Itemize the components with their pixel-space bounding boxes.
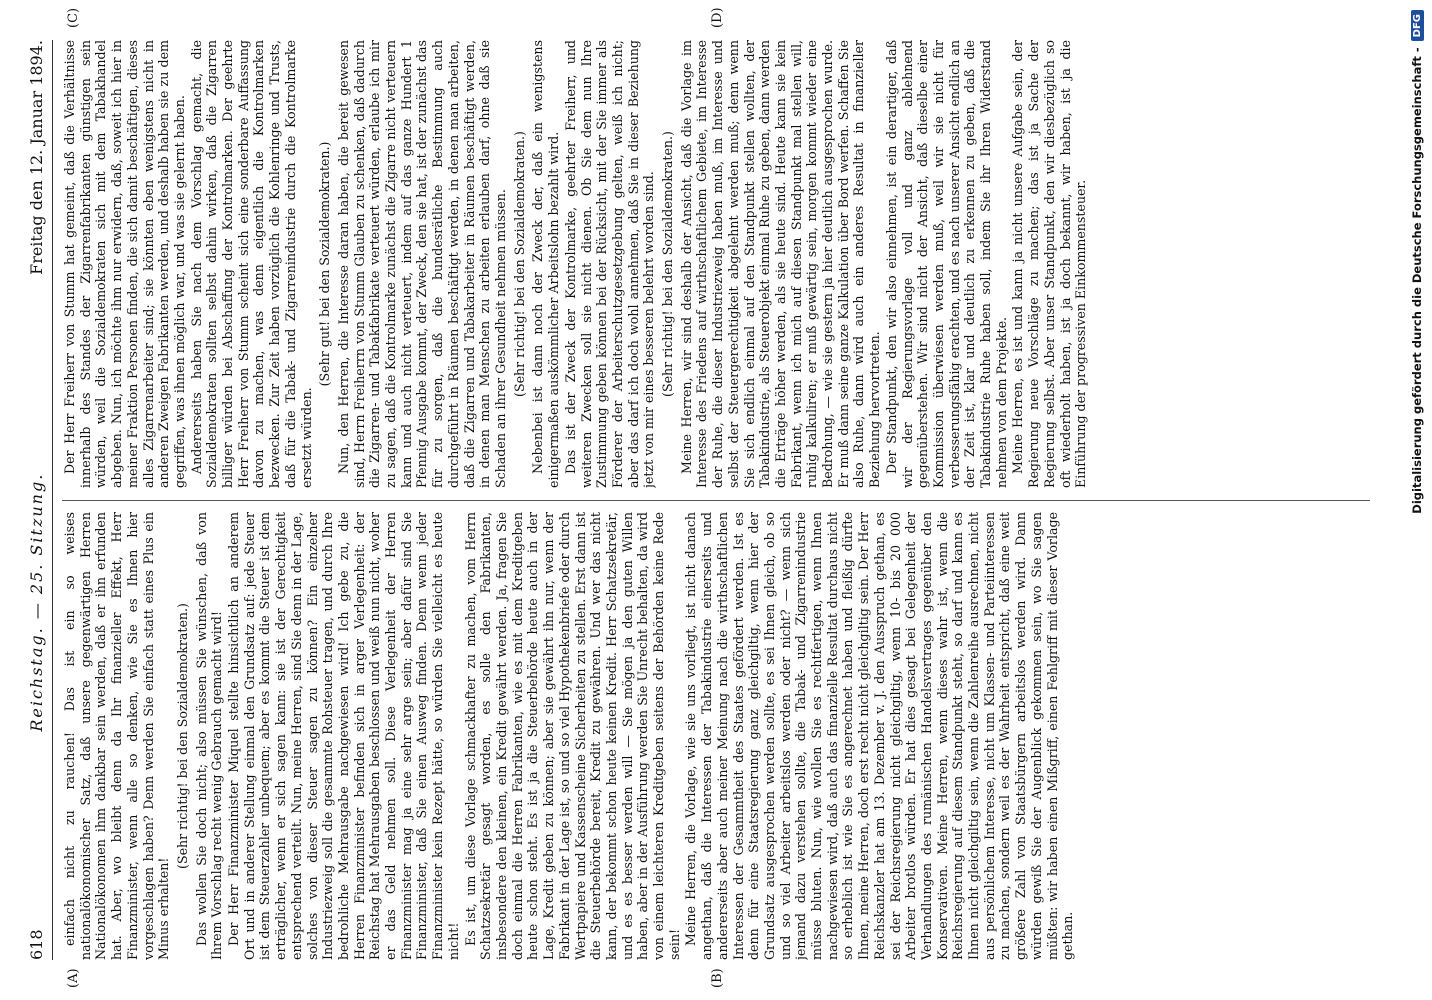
session-date: Freitag den 12. Januar 1894.	[26, 40, 46, 275]
interjection: (Sehr gut! bei den Sozialdemokraten.)	[317, 141, 333, 387]
margin-marker-c: (C)	[66, 7, 81, 28]
margin-marker-d: (D)	[710, 7, 725, 28]
paragraph: einfach nicht zu rauchen! Das ist ein so weises nationalökonomischer Satz, daß unsere gegenwärtigen Herren Nationalökonomen ihm dankbar sein werden, daß er ihn erfunden hat. Aber, wo bleibt denn da Ihr finanzieller Effekt, Herr Finanzminister, wenn alle so denken, wie Sie es Ihnen hier vorgeschlagen haben? Denn werden Sie einfach statt eines Plus ein Minus erhalten!	[62, 512, 172, 960]
session-title: Reichstag. — 25. Sitzung.	[26, 472, 46, 732]
paragraph: Der Herr Finanzminister Miquel stellte hinsichtlich an anderem Ort und in anderer Stellung einmal den Grundsatz auf: jede Steuer ist dem Steuerzahler unbequem; aber es kommt die Steuer ist dem erträglicher, wenn er sich sagen kann: sie ist der Gerechtigkeit entsprechend verteilt. Nun, meine Herren, sind Sie denn in der Lage, solches von dieser Steuer sagen zu können? Ein einzelner Industriezweig soll die gesammte Rohsteuer tragen, und durch Ihre bedrohliche Mehrausgabe nachgewiesen wird! Ich gebe zu, die Herren Finanzminister befinden sich in arger Verlegenheit: der Reichstag hat Mehrausgaben beschlossen und weiß nun nicht, woher er das Geld nehmen soll. Diese Verlegenheit der Herren Finanzminister mag ja eine sehr arge sein; aber dafür sind Sie Finanzminister, daß Sie einen Ausweg finden. Denn wenn jeder Finanzminister kein Rezept hätte, so würden Sie vielleicht es heute nicht!	[226, 512, 461, 960]
page-header	[20, 40, 53, 960]
paragraph: Das ist der Zweck der Kontrolmarke, geehrter Freiherr, und weiteren Zwecken soll sie nicht dienen. Ob Sie dem nun Ihre Zustimmung geben können bei der Rücksicht, mit der Sie immer als Förderer der Arbeiterschutzgesetzgebung gelten, weiß ich nicht; aber das darf ich doch wohl annehmen, daß Sie in dieser Beziehung jetzt von mir eines besseren belehrt worden sind.	[562, 40, 657, 488]
paragraph: Meine Herren, es ist und kann ja nicht unsere Aufgabe sein, der Regierung neue Vorschläge zu machen; das ist ja Sache der Regierung selbst. Aber unser Standpunkt, den wir diesbezüglich so oft wiederholt haben, ist ja doch bekannt, wir haben, ist ja die Einführung der progressiven Einkommensteuer.	[1010, 40, 1089, 488]
margin-marker-b: (B)	[710, 968, 725, 988]
paragraph: Meine Herren, die Vorlage, wie sie uns vorliegt, ist nicht danach angethan, daß die Interessen der Tabakindustrie einerseits und andererseits aber auch meiner Meinung nach die wirthschaftlichen Interessen der Gesammtheit des Staates gefördert werden. Ist es denn für eine Staatsregierung ganz gleichgiltig, wenn hier der Grundsatz ausgesprochen werden sollte, es sei Ihnen gleich, ob so und so viel Arbeiter arbeitslos werden oder nicht? — wenn sich jemand dazu verstehen sollte, die Tabak- und Zigarrenindustrie müsse bluten. Nun, wie wollen Sie es rechtfertigen, wenn Ihnen nachgewiesen wird, daß auch das finanzielle Resultat durchaus nicht so erheblich ist wie Sie es angerechnet haben und fleißig dürfte Ihnen, meine Herren, doch erst recht nicht gleichgiltig sein. Der Herr Reichskanzler hat am 13. Dezember v. J. den Ausspruch gethan, es sei der Reichsregierung nicht gleichgiltig, wenn 10- bis 20 000 Arbeiter brotlos würden. Er hat dies gesagt bei Gelegenheit der Verhandlungen des rumänischen Handelsvertrages gegenüber den Konservativen. Meine Herren, wenn dieses wahr ist, wenn die Reichsregierung auf diesem Standpunkt steht, so darf und kann es Ihnen nicht gleichgiltig sein, wenn die Zahlenreihe ausrechnen, nicht aus persönlichem Interesse, nicht um Klassen- und Parteiinteressen zu machen, sondern weil es der Wahrheit entspricht, daß eine weit größere Zahl von Staatsbürgern arbeitslos werden wird. Dann würden gewiß Sie der Augenblick gekommen sein, wo Sie sagen müßten: wir haben einen Mißgriff, einen Fehlgriff mit dieser Vorlage gethan.	[683, 512, 1076, 960]
dfg-logo: DFG	[1411, 10, 1424, 41]
column-divider	[62, 500, 1370, 501]
paragraph: Der Herr Freiherr von Stumm hat gemeint, daß die Verhältnisse innerhalb des Standes der Zigarrenfabrikanten günstigen sein würden, weil die Sozialdemokraten sich mit dem Tabakhandel abgeben. Nun, ich möchte ihm nur erwidern, daß, soweit ich hier in meiner Fraktion Personen finden, die sich damit beschäftigen, dieses alles Zigarrenarbeiter sind; sie könnten eben wenigstens nicht in anderen Zweigen Fabrikanten werden, und deshalb haben sie zu dem gegriffen, was ihnen möglich war, und was sie gelernt haben.	[62, 40, 187, 488]
right-text-column	[62, 40, 1370, 488]
digitization-note-text: Digitalisierung gefördert durch die Deutsche Forschungsgemeinschaft -	[1410, 47, 1424, 514]
paragraph: Der Standpunkt, den wir also einnehmen, ist ein derartiger, daß wir der Regierungsvorlage voll und ganz ablehnend gegenüberstehen. Wir sind nicht der Ansicht, daß dieselbe einer Kommission überwiesen werden muß, weil wir sie nicht für verbesserungsfähig erachten, und es nach unserer Ansicht endlich an der Zeit ist, klar und deutlich zu erkennen zu geben, daß die Tabakindustrie Ruhe haben soll, indem Sie ihr Ihren Widerstand nehmen von dem Projekte.	[883, 40, 1009, 488]
paragraph: Es ist, um diese Vorlage schmackhafter zu machen, vom Herrn Schatzsekretär gesagt worden, es solle den Fabrikanten, insbesondere den kleinen, ein Kredit gewährt werden. Ja, fragen Sie doch einmal die Herren Fabrikanten, wie es mit dem Kreditgeben heute schon steht. Es ist ja die Steuerbehörde heute auch in der Lage, Kredit geben zu können; aber sie gewährt ihn nur, wenn der Fabrikant in der Lage ist, so und so viel Hypothekenbriefe oder durch Wertpapiere und Kassenscheine Sicherheiten zu stellen. Erst dann ist die Steuerbehörde bereit, Kredit zu gewähren. Und wer das nicht kann, der bekommt schon heute keinen Kredit. Herr Schatzsekretär, und es es besser werden will — Sie mögen ja den guten Willen haben, aber in der Ausführung werden Sie Unrecht behalten, da wird von einem leichteren Kreditgeben seitens der Behörden keine Rede sein!	[462, 512, 682, 960]
paragraph: Meine Herren, wir sind deshalb der Ansicht, daß die Vorlage im Interesse des Friedens auf wirthschaftlichem Gebiete, im Interesse der Ruhe, die dieser Industriezweig haben muß, im Interesse und selbst der Steuergerechtigkeit abgelehnt werden muß; denn wenn Sie sich endlich einmal auf den Standpunkt stellen wollten, der Tabakindustrie, als Steuerobjekt einmal Ruhe zu geben, dann werden die Erträge höher werden, als sie heute sind. Heute kann sie kein Fabrikant, wenn ich mich auf diesen Standpunkt mal stellen will, ruhig kalkuliren; er muß gewärtig sein, morgen kommt wieder eine Bedrohung, — wie sie gestern ja hier deutlich ausgesprochen wurde. Er muß dann seine ganze Kalkulation über Bord werfen. Schaffen Sie also Ruhe, dann wird auch ein anderes Resultat in finanzieller Beziehung hervortreten.	[678, 40, 883, 488]
paragraph: Nebenbei ist dann noch der Zweck der, daß ein wenigstens einigermaßen auskömmlicher Arbeitslohn bezahlt wird.	[530, 40, 562, 488]
digitization-note	[1404, 10, 1428, 990]
paragraph: Andererseits haben Sie nach dem Vorschlag gemacht, die Sozialdemokraten sollten selbst dahin wirken, daß die Zigarren billiger würden bei Abschaffung der Kontrolmarken. Der geehrte Herr Freiherr von Stumm scheint sich eine sonderbare Auffassung davon zu machen, was denn eigentlich die Kontrolmarken bezwecken. Zur Zeit haben vorzüglich die Kohlenringe und Trusts, daß für die Tabak- und Zigarrenindustrie durch die Kontrolmarke ersetzt würden.	[188, 40, 314, 488]
page-number: 618	[26, 929, 46, 960]
interjection: (Sehr richtig! bei den Sozialdemokraten.)	[511, 131, 527, 397]
paragraph: Nun, den Herren, die Interesse daran haben, die bereit gewesen sind, Herrn Freiherrn von Stumm Glauben zu schenken, daß dadurch die Zigarren- und Tabakfabrikate verteuert würden, erlaube ich mir zu sagen, daß die Kontrolmarke zunächst die Zigarre nicht verteuern kann und auch nicht verteuert, indem auf das ganze Hundert 1 Pfennig Ausgabe kommt, der Zweck, den sie hat, ist der zunächst das für zu sorgen, daß die bundesrätliche Bestimmung auch durchgeführt in Räumen beschäftigt werden, in denen man arbeiten, daß die Zigarren und Tabakarbeiter in Räumen beschäftigt werden, in denen man Menschen zu arbeiten erlauben darf, ohne daß sie Schaden an ihrer Gesundheit nehmen müssen.	[335, 40, 508, 488]
left-text-column	[62, 512, 1370, 960]
margin-marker-a: (A)	[66, 968, 81, 988]
interjection: (Sehr richtig! bei den Sozialdemokraten.)	[174, 603, 190, 869]
paragraph: Das wollen Sie doch nicht; also müssen Sie wünschen, daß von Ihrem Vorschlag recht wenig Gebrauch gemacht wird!	[193, 512, 225, 960]
interjection: (Sehr richtig! bei den Sozialdemokraten.)	[660, 131, 676, 397]
